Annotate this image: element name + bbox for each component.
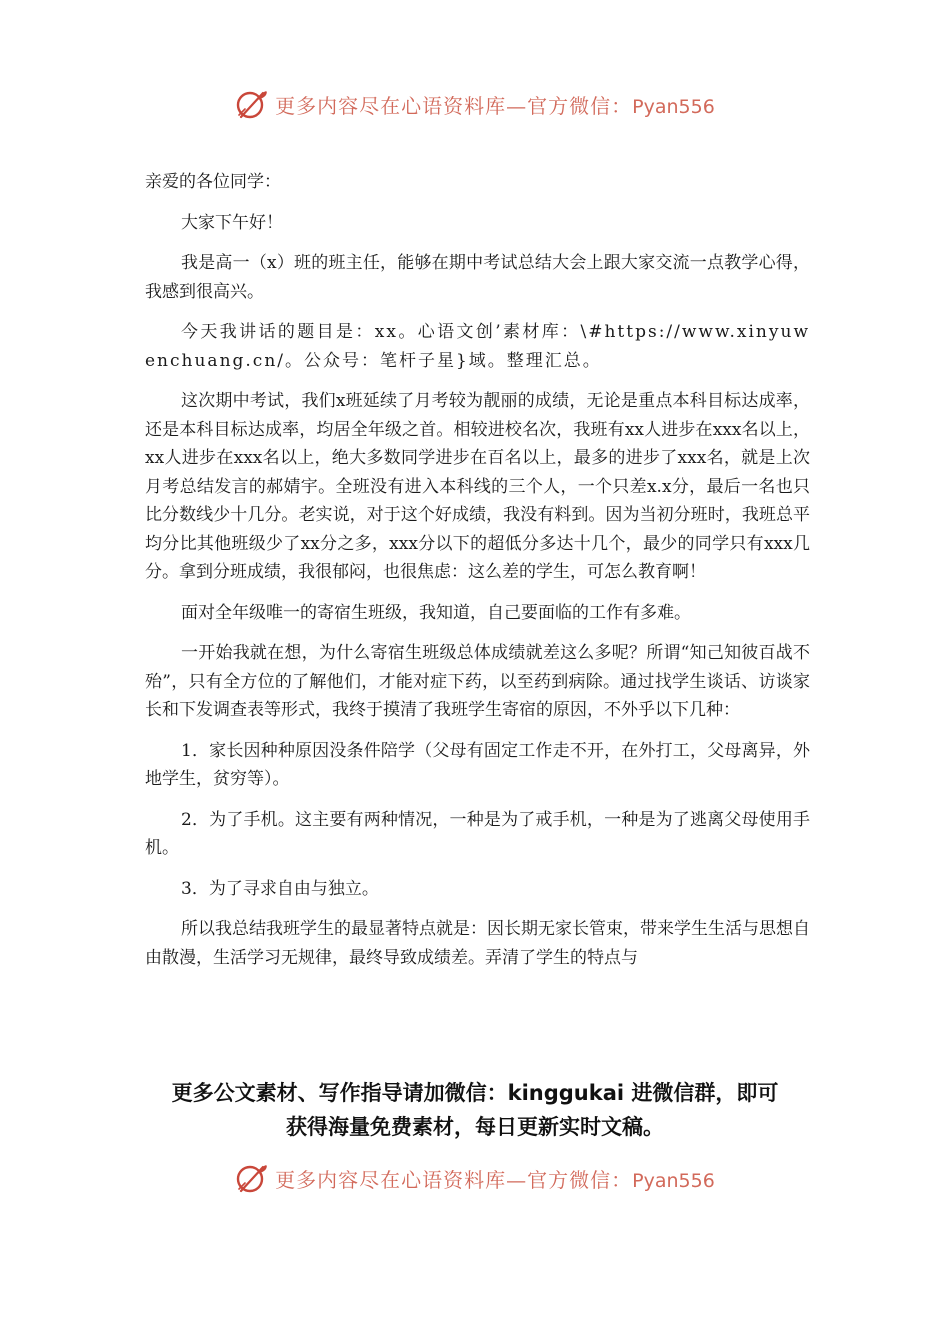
salutation: 亲爱的各位同学：: [145, 172, 281, 192]
list-item-reason-3: 3．为了寻求自由与独立。: [181, 878, 379, 899]
paragraph-topic: 今天我讲话的题目是：xx。心语文创’素材库：\#https://www.xinyuwenchuang.cn/。公众号：笔杆子星}域。整理汇总。: [145, 322, 810, 371]
banner-wechat-label: 官方微信：: [527, 93, 633, 118]
banner-separator: —: [506, 93, 528, 118]
banner-site-name: 更多内容尽在心语资料库: [275, 1167, 507, 1192]
list-item-reason-2: 2．为了手机。这主要有两种情况，一种是为了戒手机，一种是为了逃离父母使用手机。: [145, 809, 810, 858]
paragraph-boarding-class: 面对全年级唯一的寄宿生班级，我知道，自己要面临的工作有多难。: [181, 602, 691, 623]
document-body: [145, 168, 810, 984]
header-banner: [0, 84, 950, 124]
quill-pen-logo-icon: [235, 1161, 269, 1195]
banner-wechat-id: Pyan556: [632, 1169, 715, 1192]
list-item-reason-1: 1．家长因种种原因没条件陪学（父母有固定工作走不开，在外打工，父母离异，外地学生，贫穷等）。: [145, 740, 810, 789]
banner-site-name: 更多内容尽在心语资料库: [275, 93, 507, 118]
paragraph-analysis: 一开始我就在想，为什么寄宿生班级总体成绩就差这么多呢？所谓“知己知彼百战不殆”，只有全方位的了解他们，才能对症下药，以至药到病除。通过找学生谈话、访谈家长和下发调查表等形式，我终于摸清了我班学生寄宿的原因，不外乎以下几种：: [145, 643, 810, 720]
footer-banner-text: [275, 1164, 715, 1193]
header-banner-text: [275, 90, 715, 119]
promo-notice: [0, 1076, 950, 1144]
promo-line-2: 获得海量免费素材，每日更新实时文稿。: [286, 1115, 664, 1139]
greeting: 大家下午好！: [181, 212, 283, 233]
banner-wechat-id: Pyan556: [632, 95, 715, 118]
quill-pen-logo-icon: [235, 87, 269, 121]
banner-wechat-label: 官方微信：: [527, 1167, 633, 1192]
paragraph-summary: 所以我总结我班学生的最显著特点就是：因长期无家长管束，带来学生生活与思想自由散漫，生活学习无规律，最终导致成绩差。弄清了学生的特点与: [145, 919, 810, 968]
paragraph-intro: 我是高一（x）班的班主任，能够在期中考试总结大会上跟大家交流一点教学心得，我感到很高兴。: [145, 253, 810, 302]
paragraph-results: 这次期中考试，我们x班延续了月考较为靓丽的成绩，无论是重点本科目标达成率，还是本科目标达成率，均居全年级之首。相较进校名次，我班有xx人进步在xxx名以上，xx人进步在xxx名以上，绝大多数同学进步在百名以上，最多的进步了xxx名，就是上次月考总结发言的郝婧宇。全班没有进入本科线的三个人，一个只差x.x分，最后一名也只比分数线少十几分。老实说，对于这个好成绩，我没有料到。因为当初分班时，我班总平均分比其他班级少了xx分之多，xxx分以下的超低分多达十几个，最少的同学只有xxx几分。拿到分班成绩，我很郁闷，也很焦虑：这么差的学生，可怎么教育啊！: [145, 391, 810, 582]
promo-line-1: 更多公文素材、写作指导请加微信：kinggukai 进微信群，即可: [171, 1081, 779, 1105]
footer-banner: [0, 1158, 950, 1198]
banner-separator: —: [506, 1167, 528, 1192]
